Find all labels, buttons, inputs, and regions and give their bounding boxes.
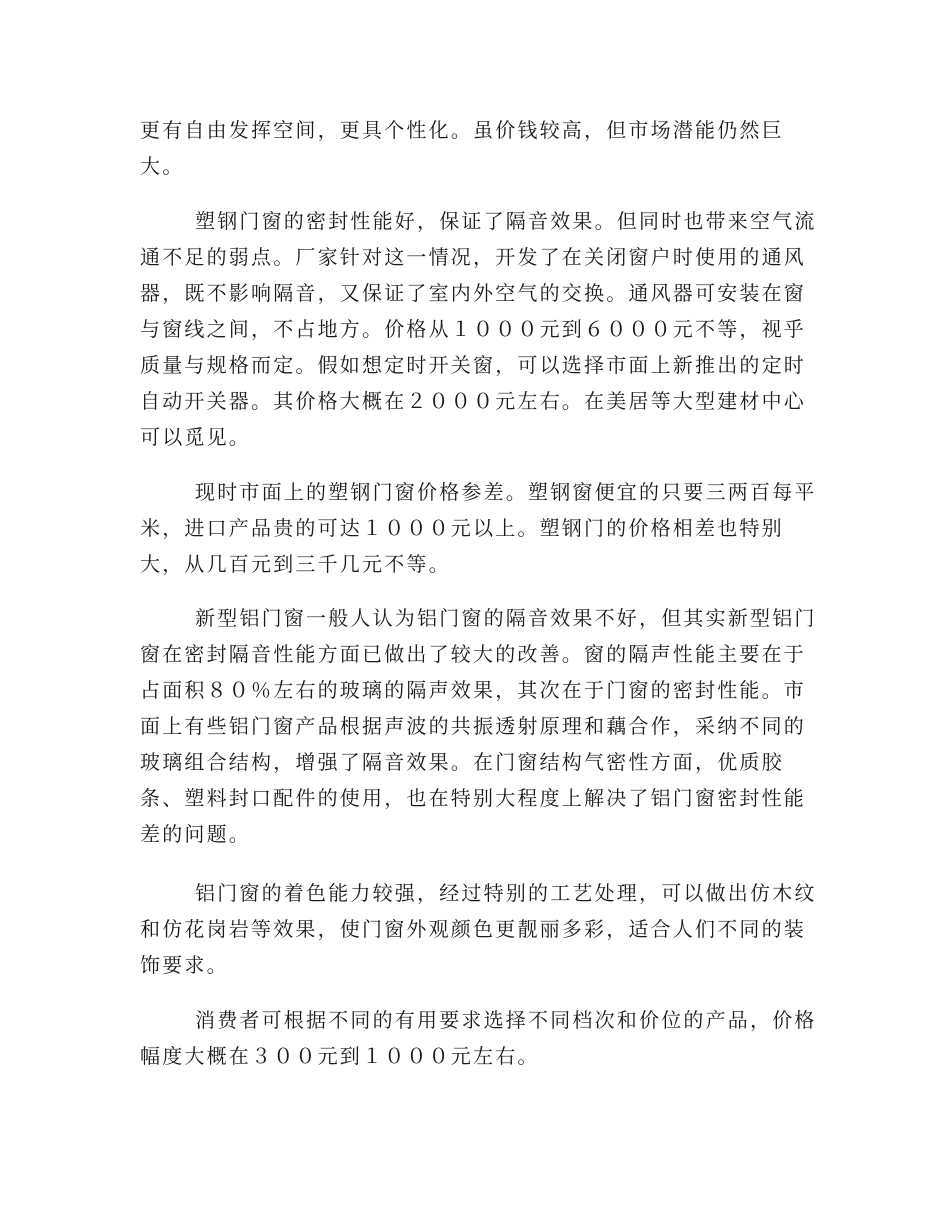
text-line: 与窗线之间，不占地方。价格从１０００元到６０００元不等，视乎 [140, 317, 806, 341]
text-line: 新型铝门窗一般人认为铝门窗的隔音效果不好，但其实新型铝门 [195, 606, 817, 630]
text-line: 质量与规格而定。假如想定时开关窗，可以选择市面上新推出的定时 [140, 353, 806, 377]
text-line: 占面积８０％左右的玻璃的隔声效果，其次在于门窗的密封性能。市 [140, 678, 806, 702]
text-line: 器，既不影响隔音，又保证了室内外空气的交换。通风器可安装在窗 [140, 281, 806, 305]
text-line: 现时市面上的塑钢门窗价格参差。塑钢窗便宜的只要三两百每平 [195, 480, 817, 504]
text-line: 米，进口产品贵的可达１０００元以上。塑钢门的价格相差也特别 [140, 516, 784, 540]
paragraph-consumer-choice [140, 1002, 817, 1074]
text-line: 消费者可根据不同的有用要求选择不同档次和价位的产品，价格 [195, 1008, 817, 1032]
text-line: 和仿花岗岩等效果，使门窗外观颜色更靓丽多彩，适合人们不同的装 [140, 917, 806, 941]
paragraph-price-reference [140, 474, 817, 582]
text-line: 窗在密封隔音性能方面已做出了较大的改善。窗的隔声性能主要在于 [140, 642, 806, 666]
text-line: 条、塑料封口配件的使用，也在特别大程度上解决了铝门窗密封性能 [140, 786, 806, 810]
text-line: 自动开关器。其价格大概在２０００元左右。在美居等大型建材中心 [140, 389, 806, 413]
text-line: 幅度大概在３００元到１０００元左右。 [140, 1044, 540, 1068]
text-line: 通不足的弱点。厂家针对这一情况，开发了在关闭窗户时使用的通风 [140, 245, 806, 269]
text-line: 塑钢门窗的密封性能好，保证了隔音效果。但同时也带来空气流 [195, 209, 817, 233]
paragraph-sealing-performance [140, 203, 817, 455]
text-line: 饰要求。 [140, 953, 229, 977]
text-line: 铝门窗的着色能力较强，经过特别的工艺处理，可以做出仿木纹 [195, 881, 817, 905]
text-line: 更有自由发挥空间，更具个性化。虽价钱较高，但市场潜能仍然巨 [140, 118, 784, 142]
text-line: 差的问题。 [140, 822, 251, 846]
text-line: 玻璃组合结构，增强了隔音效果。在门窗结构气密性方面，优质胶 [140, 750, 784, 774]
text-line: 可以觅见。 [140, 425, 251, 449]
text-line: 面上有些铝门窗产品根据声波的共振透射原理和藕合作，采纳不同的 [140, 714, 806, 738]
paragraph-coloring [140, 875, 817, 983]
paragraph-aluminum-windows [140, 600, 817, 852]
text-line: 大，从几百元到三千几元不等。 [140, 552, 451, 576]
paragraph-continuation [140, 112, 805, 184]
text-line: 大。 [140, 154, 185, 178]
